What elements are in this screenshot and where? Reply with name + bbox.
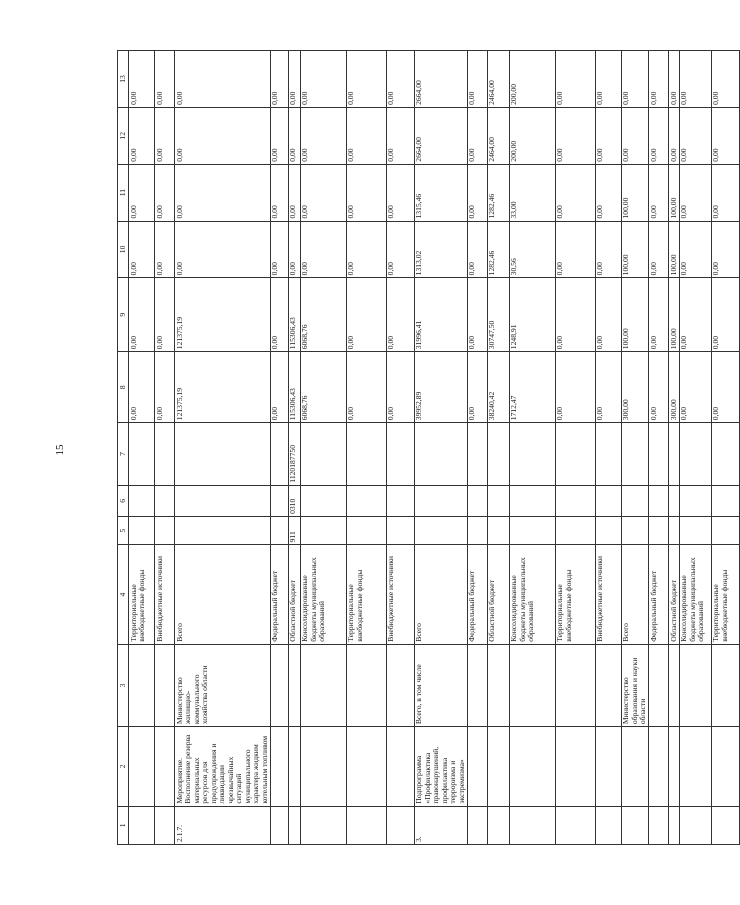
cell-y2023: 0,00 [649,51,669,108]
cell-y2020: 100,00 [669,221,680,278]
header-cell-13: 13 [118,51,129,108]
cell-y2019: 115306,43 [288,278,300,352]
cell-num [555,806,595,844]
cell-executor [595,644,621,726]
cell-grbs: 911 [288,516,300,544]
cell-grbs [711,516,739,544]
cell-name [669,727,680,807]
cell-name [155,727,175,807]
cell-y2021: 0,00 [679,164,711,221]
cell-y2021: 0,00 [270,164,288,221]
cell-y2021: 100,00 [621,164,649,221]
cell-y2021: 0,00 [386,164,414,221]
cell-y2020: 0,00 [467,221,487,278]
cell-total: 0,00 [711,352,739,423]
cell-csr [679,423,711,485]
cell-y2022: 0,00 [595,107,621,164]
header-cell-12: 12 [118,107,129,164]
cell-total: 0,00 [386,352,414,423]
cell-y2020: 1313,02 [414,221,467,278]
cell-grbs [414,516,467,544]
cell-y2019: 0,00 [129,278,155,352]
cell-y2019: 0,00 [649,278,669,352]
cell-rzpr [300,485,346,516]
cell-total: 0,00 [129,352,155,423]
cell-source: Территориальные внебюджетные фонды [346,545,386,644]
cell-y2022: 0,00 [669,107,680,164]
cell-total: 0,00 [346,352,386,423]
cell-executor [129,644,155,726]
cell-rzpr [679,485,711,516]
cell-y2022: 0,00 [129,107,155,164]
table-row [129,51,155,845]
cell-source: Областной бюджет [288,545,300,644]
cell-name [509,727,555,807]
table-row [621,51,649,845]
cell-name: Мероприятие. Восполнение резерва материальных ресурсов для предупреждения и ликвидации чрезвычайных ситуаций муниципального характера жидким котельным топливом [175,727,271,807]
cell-y2023: 0,00 [467,51,487,108]
cell-csr [621,423,649,485]
cell-name [649,727,669,807]
cell-num [155,806,175,844]
cell-num [288,806,300,844]
cell-executor: Всего, в том числе [414,644,467,726]
table-row [679,51,711,845]
cell-y2019: 0,00 [346,278,386,352]
cell-y2023: 0,00 [175,51,271,108]
cell-num [509,806,555,844]
cell-y2020: 0,00 [595,221,621,278]
cell-y2021: 0,00 [175,164,271,221]
cell-y2023: 2464,00 [487,51,509,108]
cell-y2021: 0,00 [555,164,595,221]
cell-grbs [129,516,155,544]
cell-total: 0,00 [649,352,669,423]
cell-y2023: 0,00 [386,51,414,108]
cell-source: Областной бюджет [669,545,680,644]
header-cell-8: 8 [118,352,129,423]
cell-y2021: 0,00 [467,164,487,221]
cell-grbs [679,516,711,544]
cell-name [621,727,649,807]
cell-y2021: 33,00 [509,164,555,221]
cell-y2019: 0,00 [155,278,175,352]
cell-total: 0,00 [679,352,711,423]
cell-num: 2.1.7. [175,806,271,844]
table-row [595,51,621,845]
cell-name [270,727,288,807]
cell-rzpr [649,485,669,516]
cell-total: 115306,43 [288,352,300,423]
cell-csr [595,423,621,485]
header-cell-7: 7 [118,423,129,485]
cell-source: Консолидированные бюджеты муниципальных образований [509,545,555,644]
cell-y2020: 0,00 [288,221,300,278]
cell-source: Консолидированные бюджеты муниципальных образований [300,545,346,644]
cell-executor [155,644,175,726]
cell-executor: Министерство жилищно-коммунального хозяйства области [175,644,271,726]
cell-total: 0,00 [595,352,621,423]
cell-num [386,806,414,844]
cell-rzpr [487,485,509,516]
cell-y2022: 200,00 [509,107,555,164]
cell-rzpr [175,485,271,516]
cell-y2023: 0,00 [270,51,288,108]
cell-rzpr [555,485,595,516]
header-cell-1: 1 [118,806,129,844]
cell-num [467,806,487,844]
cell-csr [487,423,509,485]
cell-csr [386,423,414,485]
cell-name [679,727,711,807]
cell-csr [414,423,467,485]
cell-csr [711,423,739,485]
cell-y2019: 0,00 [711,278,739,352]
cell-csr [555,423,595,485]
header-row [118,51,129,845]
cell-source: Областной бюджет [487,545,509,644]
cell-rzpr [346,485,386,516]
cell-y2023: 200,00 [509,51,555,108]
cell-y2022: 0,00 [621,107,649,164]
cell-y2019: 0,00 [386,278,414,352]
cell-y2021: 0,00 [595,164,621,221]
cell-y2019: 0,00 [270,278,288,352]
cell-executor [346,644,386,726]
cell-num [595,806,621,844]
cell-total: 6068,76 [300,352,346,423]
cell-source: Всего [175,545,271,644]
cell-y2022: 0,00 [288,107,300,164]
cell-y2019: 100,00 [669,278,680,352]
cell-num [129,806,155,844]
cell-y2023: 2664,00 [414,51,467,108]
cell-y2023: 0,00 [288,51,300,108]
cell-rzpr [129,485,155,516]
cell-executor [555,644,595,726]
cell-source: Территориальные внебюджетные фонды [711,545,739,644]
cell-source: Федеральный бюджет [467,545,487,644]
cell-rzpr [386,485,414,516]
cell-source: Территориальные внебюджетные фонды [129,545,155,644]
cell-total: 300,00 [621,352,649,423]
cell-y2022: 0,00 [555,107,595,164]
cell-csr [155,423,175,485]
cell-y2022: 0,00 [270,107,288,164]
cell-name [386,727,414,807]
cell-y2023: 0,00 [595,51,621,108]
cell-name: Подпрограмма «Профилактика правонарушений, профилактика терроризма и экстремизма» [414,727,467,807]
table-row [300,51,346,845]
cell-grbs [487,516,509,544]
cell-executor [487,644,509,726]
cell-y2022: 0,00 [649,107,669,164]
cell-y2021: 0,00 [711,164,739,221]
cell-grbs [467,516,487,544]
cell-grbs [270,516,288,544]
cell-source: Внебюджетные источники [155,545,175,644]
cell-y2021: 0,00 [346,164,386,221]
cell-csr [649,423,669,485]
table-row [288,51,300,845]
cell-grbs [386,516,414,544]
header-cell-2: 2 [118,727,129,807]
cell-y2022: 0,00 [386,107,414,164]
cell-y2020: 0,00 [270,221,288,278]
cell-rzpr [621,485,649,516]
cell-y2022: 0,00 [300,107,346,164]
header-cell-11: 11 [118,164,129,221]
cell-y2023: 0,00 [555,51,595,108]
cell-y2020: 0,00 [679,221,711,278]
cell-y2021: 1282,46 [487,164,509,221]
cell-csr [175,423,271,485]
cell-grbs [175,516,271,544]
cell-total: 39952,89 [414,352,467,423]
cell-y2020: 0,00 [175,221,271,278]
cell-total: 0,00 [155,352,175,423]
cell-y2021: 0,00 [288,164,300,221]
cell-num [300,806,346,844]
cell-name [711,727,739,807]
cell-y2021: 0,00 [649,164,669,221]
cell-y2019: 0,00 [555,278,595,352]
cell-source: Всего [621,545,649,644]
cell-total: 0,00 [270,352,288,423]
cell-source: Внебюджетные источники [386,545,414,644]
cell-num [679,806,711,844]
cell-executor [300,644,346,726]
cell-y2022: 0,00 [467,107,487,164]
cell-grbs [621,516,649,544]
cell-source: Консолидированные бюджеты муниципальных образований [679,545,711,644]
cell-num [669,806,680,844]
cell-executor [669,644,680,726]
cell-grbs [595,516,621,544]
cell-csr [509,423,555,485]
cell-y2020: 0,00 [555,221,595,278]
table-row [155,51,175,845]
cell-y2023: 0,00 [711,51,739,108]
cell-y2019: 30747,50 [487,278,509,352]
cell-num [621,806,649,844]
cell-source: Федеральный бюджет [649,545,669,644]
table-row [414,51,467,845]
cell-total: 300,00 [669,352,680,423]
table-row [555,51,595,845]
cell-rzpr: 0310 [288,485,300,516]
cell-csr [467,423,487,485]
cell-y2020: 0,00 [300,221,346,278]
cell-rzpr [509,485,555,516]
cell-y2023: 0,00 [679,51,711,108]
cell-rzpr [270,485,288,516]
table-row [487,51,509,845]
budget-table [117,50,740,845]
cell-y2019: 0,00 [679,278,711,352]
cell-y2022: 0,00 [711,107,739,164]
cell-executor [386,644,414,726]
cell-name [346,727,386,807]
table-row [386,51,414,845]
cell-y2022: 2464,00 [487,107,509,164]
cell-total: 0,00 [555,352,595,423]
header-cell-4: 4 [118,545,129,644]
cell-y2022: 0,00 [679,107,711,164]
table-row [649,51,669,845]
cell-y2021: 100,00 [669,164,680,221]
cell-y2021: 0,00 [155,164,175,221]
cell-source: Всего [414,545,467,644]
cell-y2022: 0,00 [346,107,386,164]
cell-y2019: 1248,91 [509,278,555,352]
cell-num [270,806,288,844]
cell-name [595,727,621,807]
cell-grbs [155,516,175,544]
cell-y2019: 100,00 [621,278,649,352]
cell-num [487,806,509,844]
cell-y2020: 0,00 [711,221,739,278]
cell-y2020: 30,56 [509,221,555,278]
cell-rzpr [711,485,739,516]
cell-rzpr [467,485,487,516]
cell-grbs [649,516,669,544]
cell-executor [711,644,739,726]
cell-y2023: 0,00 [300,51,346,108]
cell-executor [288,644,300,726]
cell-y2021: 1315,46 [414,164,467,221]
cell-y2022: 2664,00 [414,107,467,164]
cell-grbs [555,516,595,544]
cell-y2023: 0,00 [621,51,649,108]
cell-grbs [346,516,386,544]
cell-rzpr [595,485,621,516]
cell-grbs [300,516,346,544]
cell-csr: 1120187750 [288,423,300,485]
cell-name [300,727,346,807]
table-row [175,51,271,845]
cell-y2020: 0,00 [649,221,669,278]
table-row [669,51,680,845]
cell-y2020: 0,00 [386,221,414,278]
table-row [346,51,386,845]
cell-name [288,727,300,807]
table-row [711,51,739,845]
cell-executor [509,644,555,726]
cell-name [467,727,487,807]
cell-csr [300,423,346,485]
cell-y2021: 0,00 [300,164,346,221]
cell-grbs [509,516,555,544]
table-row [270,51,288,845]
cell-y2019: 121375,19 [175,278,271,352]
cell-executor [679,644,711,726]
cell-y2019: 0,00 [467,278,487,352]
header-cell-3: 3 [118,644,129,726]
cell-y2023: 0,00 [155,51,175,108]
cell-csr [346,423,386,485]
header-cell-6: 6 [118,485,129,516]
cell-y2023: 0,00 [129,51,155,108]
cell-total: 38240,42 [487,352,509,423]
cell-executor [467,644,487,726]
cell-y2019: 6068,76 [300,278,346,352]
header-cell-5: 5 [118,516,129,544]
table-row [509,51,555,845]
header-cell-10: 10 [118,221,129,278]
cell-name [487,727,509,807]
cell-y2019: 31996,41 [414,278,467,352]
cell-y2020: 0,00 [346,221,386,278]
cell-source: Федеральный бюджет [270,545,288,644]
cell-rzpr [414,485,467,516]
cell-y2023: 0,00 [346,51,386,108]
cell-csr [270,423,288,485]
cell-rzpr [155,485,175,516]
cell-num [346,806,386,844]
cell-source: Внебюджетные источники [595,545,621,644]
cell-y2022: 0,00 [155,107,175,164]
cell-y2022: 0,00 [175,107,271,164]
cell-y2020: 0,00 [155,221,175,278]
cell-y2020: 0,00 [129,221,155,278]
cell-grbs [669,516,680,544]
cell-y2020: 1282,46 [487,221,509,278]
cell-y2019: 0,00 [595,278,621,352]
cell-y2023: 0,00 [669,51,680,108]
cell-num: 3. [414,806,467,844]
table-row [467,51,487,845]
cell-csr [669,423,680,485]
cell-name [129,727,155,807]
cell-csr [129,423,155,485]
cell-num [711,806,739,844]
cell-executor [270,644,288,726]
cell-num [649,806,669,844]
rotated-table-area [117,50,729,845]
page-number: 15 [54,444,66,456]
cell-source: Территориальные внебюджетные фонды [555,545,595,644]
cell-y2020: 100,00 [621,221,649,278]
cell-y2021: 0,00 [129,164,155,221]
cell-rzpr [669,485,680,516]
cell-executor [649,644,669,726]
header-cell-9: 9 [118,278,129,352]
cell-name [555,727,595,807]
cell-total: 0,00 [467,352,487,423]
cell-total: 1712,47 [509,352,555,423]
cell-executor: Министерство образования и науки области [621,644,649,726]
cell-total: 121375,19 [175,352,271,423]
